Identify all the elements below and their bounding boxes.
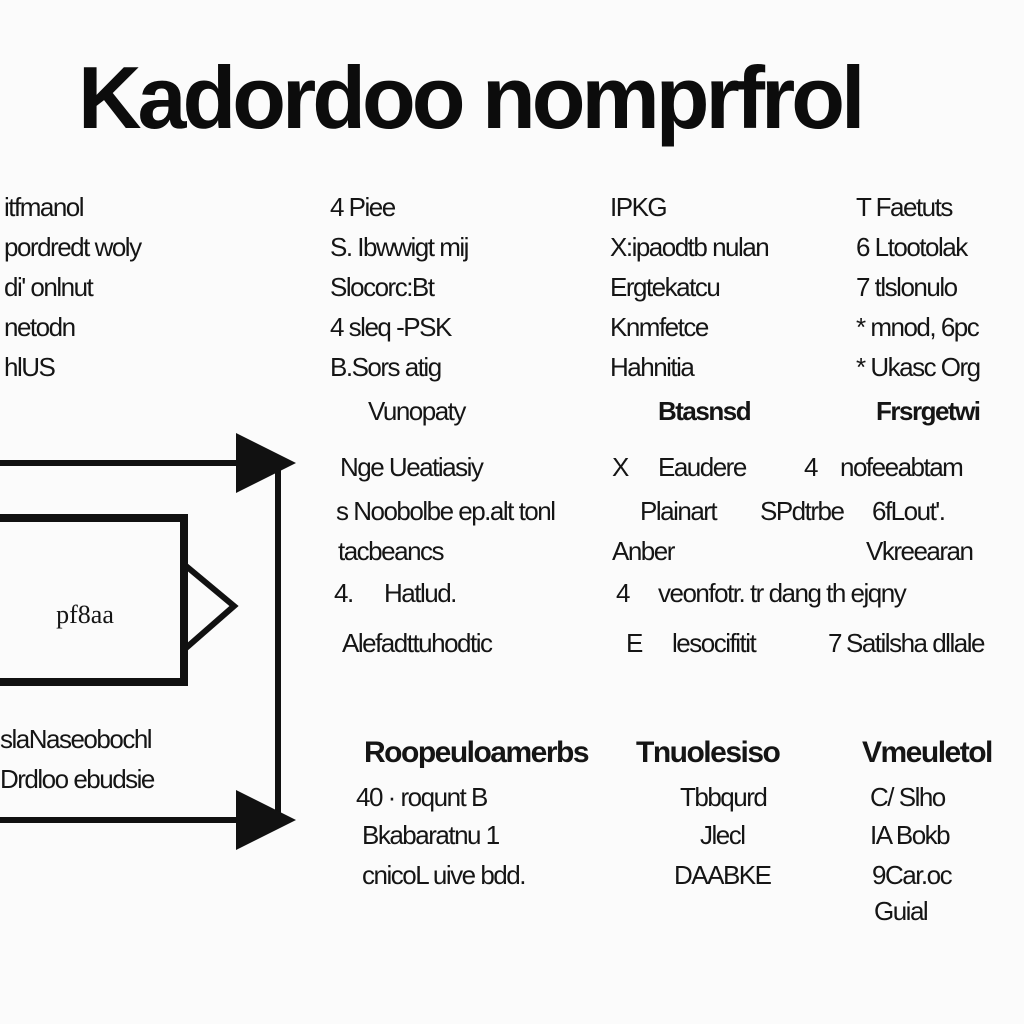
list-item: itfmanol bbox=[4, 192, 84, 222]
list-item: B.Sors atig bbox=[330, 352, 441, 382]
row-text: veonfotr. tr dang th ejqny bbox=[658, 578, 906, 608]
list-item: 4 Piee bbox=[330, 192, 395, 222]
list-item: Vunopaty bbox=[368, 396, 465, 426]
row-text: 7 bbox=[828, 628, 841, 658]
list-item: * Ukasc Org bbox=[856, 352, 980, 382]
box-caption: Drdloo ebudsie bbox=[0, 764, 154, 794]
list-item: C/ Slho bbox=[870, 782, 945, 812]
row-text: tacbeancs bbox=[338, 536, 444, 566]
row-text: s Noobolbe ep.alt tonl bbox=[336, 496, 555, 526]
list-item: Knmfetce bbox=[610, 312, 708, 342]
list-item: cnicoL uive bdd. bbox=[362, 860, 525, 890]
list-item: Tbbqurd bbox=[680, 782, 767, 812]
list-item: 4 sleq -PSK bbox=[330, 312, 451, 342]
list-item: di' onlnut bbox=[4, 272, 93, 302]
list-item: netodn bbox=[4, 312, 75, 342]
section-heading: Roopeuloamerbs bbox=[364, 736, 589, 769]
row-text: Plainart bbox=[640, 496, 717, 526]
list-item: pordredt woly bbox=[4, 232, 141, 262]
list-item: S. Ibwwigt mij bbox=[330, 232, 468, 262]
section-heading: Vmeuletol bbox=[862, 736, 992, 769]
list-item: IA Bokb bbox=[870, 820, 950, 850]
list-item: T Faetuts bbox=[856, 192, 952, 222]
list-item: DAABKE bbox=[674, 860, 771, 890]
row-text: SPdtrbe bbox=[760, 496, 844, 526]
row-text: 4. bbox=[334, 578, 353, 608]
diagram-title: Kadordoo nomprfrol bbox=[78, 48, 862, 147]
row-text: Eaudere bbox=[658, 452, 746, 482]
box-caption: slaNaseobochl bbox=[0, 724, 152, 754]
row-text: nofeeabtam bbox=[840, 452, 963, 482]
list-item: Frsrgetwi bbox=[876, 396, 980, 426]
pointer-triangle bbox=[186, 566, 234, 648]
row-text: Alefadttuhodtic bbox=[342, 628, 492, 658]
list-item: Guial bbox=[874, 896, 928, 926]
row-text: Nge Ueatiasiy bbox=[340, 452, 483, 482]
list-item: 6 Ltootolak bbox=[856, 232, 967, 262]
row-text: lesocifitit bbox=[672, 628, 756, 658]
row-text: Anber bbox=[612, 536, 674, 566]
list-item: Hahnitia bbox=[610, 352, 694, 382]
section-heading: Tnuolesiso bbox=[636, 736, 780, 769]
list-item: 9Car.oc bbox=[872, 860, 952, 890]
list-item: Slocorc:Bt bbox=[330, 272, 434, 302]
list-item: Jlecl bbox=[700, 820, 745, 850]
row-text: 6fLout'. bbox=[872, 496, 945, 526]
list-item: Btasnsd bbox=[658, 396, 751, 426]
row-text: Satilsha dllale bbox=[846, 628, 984, 658]
row-text: Vkreearan bbox=[866, 536, 973, 566]
process-box-label: pf8aa bbox=[56, 600, 114, 629]
row-text: E bbox=[626, 628, 642, 658]
row-text: Hatlud. bbox=[384, 578, 456, 608]
list-item: hlUS bbox=[4, 352, 55, 382]
list-item: 40 · roqunt B bbox=[356, 782, 487, 812]
row-text: 4 bbox=[616, 578, 629, 608]
list-item: IPKG bbox=[610, 192, 667, 222]
list-item: Ergtekatcu bbox=[610, 272, 720, 302]
list-item: X:ipaodtb nulan bbox=[610, 232, 769, 262]
list-item: Bkabaratnu 1 bbox=[362, 820, 499, 850]
row-text: 4 bbox=[804, 452, 817, 482]
list-item: * mnod, 6pc bbox=[856, 312, 979, 342]
row-text: X bbox=[612, 452, 628, 482]
list-item: 7 tlslonulo bbox=[856, 272, 957, 302]
